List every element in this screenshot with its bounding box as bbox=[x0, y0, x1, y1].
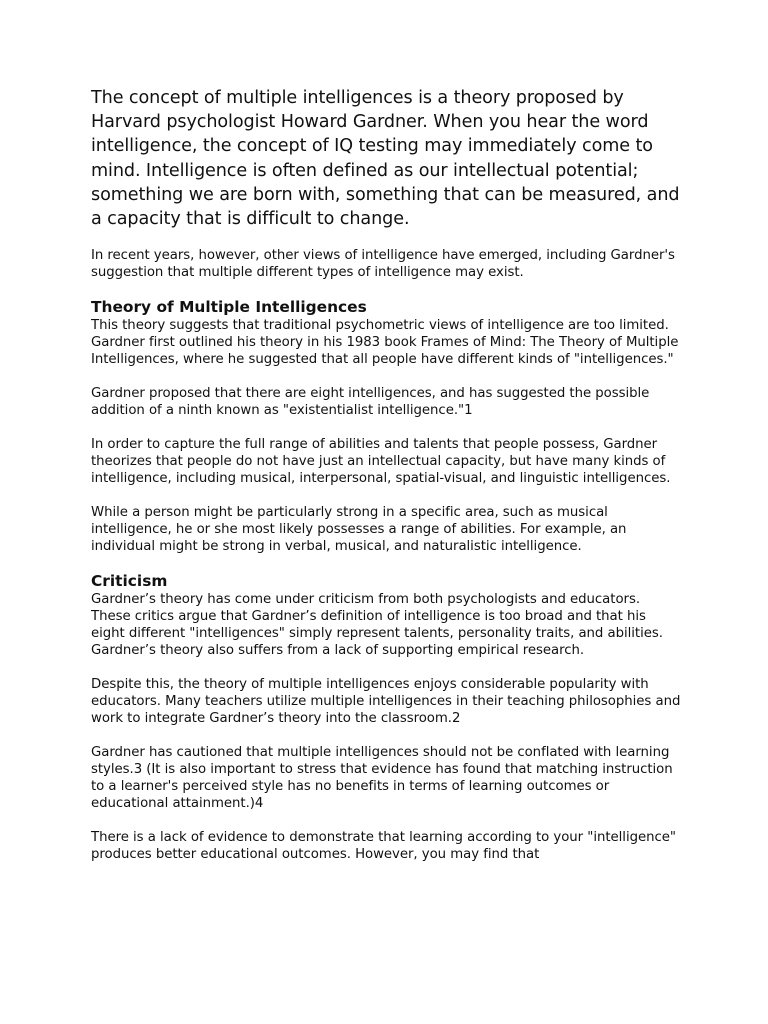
theory-paragraph-1: This theory suggests that traditional psychometric views of intelligence are too limited. Gardner first outlined his theory in his 1983 book Frames of Mind: The Theory of Multiple Intelligences, where he suggested that all people have different kinds of "intelligences." bbox=[91, 318, 679, 368]
theory-paragraph-3: In order to capture the full range of abilities and talents that people possess, Gardner theorizes that people do not have just an intellectual capacity, but have many kinds of intelligence, including musical, interpersonal, spatial-visual, and linguistic intelligences. bbox=[91, 437, 671, 487]
theory-heading: Theory of Multiple Intelligences bbox=[91, 298, 367, 317]
criticism-paragraph-3: Gardner has cautioned that multiple intelligences should not be conflated with learning styles.3 (It is also important to stress that evidence has found that matching instruction to a learner's perceived style has no benefits in terms of learning outcomes or educational attainment.)4 bbox=[91, 745, 673, 812]
intro-paragraph: The concept of multiple intelligences is a theory proposed by Harvard psychologist Howard Gardner. When you hear the word intelligence, the concept of IQ testing may immediately come to mind. Intelligence is often defined as our intellectual potential; something we are born with, something that can be measured, and a capacity that is difficult to change. bbox=[91, 88, 680, 230]
theory-paragraph-2: Gardner proposed that there are eight intelligences, and has suggested the possible addition of a ninth known as "existentialist intelligence."1 bbox=[91, 386, 650, 419]
criticism-paragraph-2: Despite this, the theory of multiple intelligences enjoys considerable popularity with educators. Many teachers utilize multiple intelligences in their teaching philosophies and work to integrate Gardner’s theory into the classroom.2 bbox=[91, 677, 681, 727]
criticism-heading: Criticism bbox=[91, 572, 168, 591]
document-page bbox=[91, 86, 681, 880]
recent-views-paragraph: In recent years, however, other views of intelligence have emerged, including Gardner's suggestion that multiple different types of intelligence may exist. bbox=[91, 248, 675, 281]
theory-paragraph-4: While a person might be particularly strong in a specific area, such as musical intelligence, he or she most likely possesses a range of abilities. For example, an individual might be strong in verbal, musical, and naturalistic intelligence. bbox=[91, 505, 627, 555]
criticism-paragraph-1: Gardner’s theory has come under criticism from both psychologists and educators. These critics argue that Gardner’s definition of intelligence is too broad and that his eight different "intelligences" simply represent talents, personality traits, and abilities. Gardner’s theory also suffers from a lack of supporting empirical research. bbox=[91, 592, 663, 659]
criticism-paragraph-4: There is a lack of evidence to demonstrate that learning according to your "intelligence" produces better educational outcomes. However, you may find that bbox=[91, 830, 676, 863]
